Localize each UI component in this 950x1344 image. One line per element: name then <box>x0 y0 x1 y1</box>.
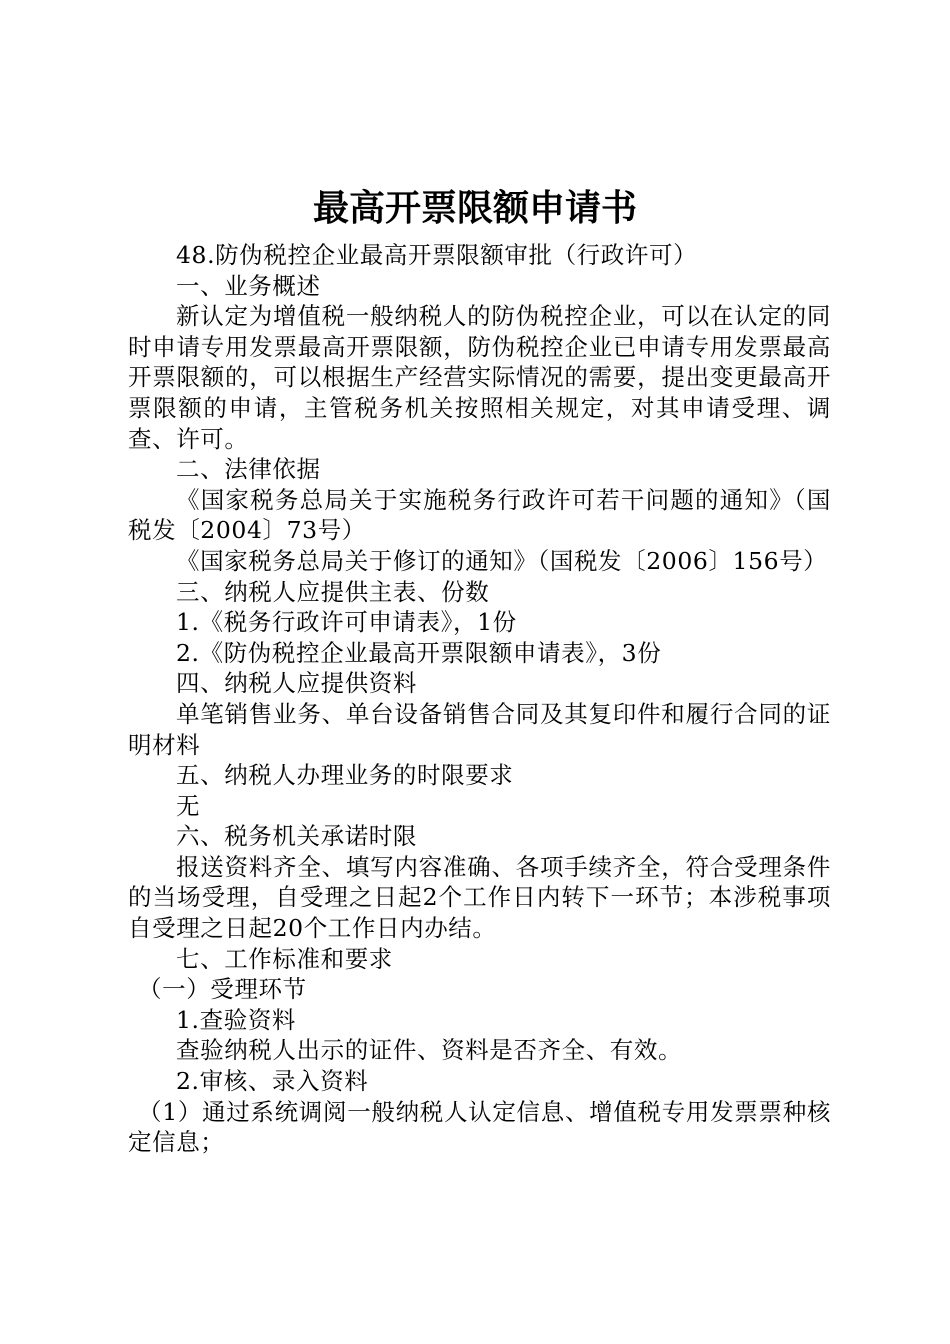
document-title: 最高开票限额申请书 <box>312 187 637 229</box>
subsection-heading-acceptance: （一）受理环节 <box>138 975 307 1004</box>
list-item-check-materials: 1.查验资料 <box>176 1005 297 1034</box>
section-heading-legal-basis: 二、法律依据 <box>176 455 321 484</box>
paragraph-review-input-1: （1）通过系统调阅一般纳税人认定信息、增值税专用发票票种核定信息； <box>128 1097 831 1157</box>
paragraph-check-materials: 查验纳税人出示的证件、资料是否齐全、有效。 <box>176 1036 683 1065</box>
section-heading-overview: 一、业务概述 <box>176 271 321 300</box>
paragraph-legal-basis-1: 《国家税务总局关于实施税务行政许可若干问题的通知》（国税发〔2004〕73号） <box>128 485 831 545</box>
paragraph-commitment: 报送资料齐全、填写内容准确、各项手续齐全，符合受理条件的当场受理，自受理之日起2个工作日内转下一环节；本涉税事项自受理之日起20个工作日内办结。 <box>128 852 831 943</box>
section-heading-standards: 七、工作标准和要求 <box>176 944 393 973</box>
document-body <box>128 240 831 1158</box>
paragraph-overview: 新认定为增值税一般纳税人的防伪税控企业，可以在认定的同时申请专用发票最高开票限额，防伪税控企业已申请专用发票最高开票限额的，可以根据生产经营实际情况的需要，提出变更最高开票限额的申请，主管税务机关按照相关规定，对其申请受理、调查、许可。 <box>128 302 831 453</box>
section-heading-commitment: 六、税务机关承诺时限 <box>176 822 417 851</box>
paragraph-time-limit: 无 <box>176 791 201 820</box>
section-heading-materials: 四、纳税人应提供资料 <box>176 669 417 698</box>
list-item-form-2: 2.《防伪税控企业最高开票限额申请表》，3份 <box>176 638 662 667</box>
paragraph-materials: 单笔销售业务、单台设备销售合同及其复印件和履行合同的证明材料 <box>128 699 831 759</box>
paragraph-item-number: 48.防伪税控企业最高开票限额审批（行政许可） <box>176 241 698 269</box>
section-heading-time-limit: 五、纳税人办理业务的时限要求 <box>176 761 514 790</box>
list-item-form-1: 1.《税务行政许可申请表》，1份 <box>176 608 517 637</box>
list-item-review-input: 2.审核、录入资料 <box>176 1067 369 1096</box>
section-heading-forms: 三、纳税人应提供主表、份数 <box>176 577 490 606</box>
paragraph-legal-basis-2: 《国家税务总局关于修订的通知》（国税发〔2006〕156号） <box>176 546 828 575</box>
